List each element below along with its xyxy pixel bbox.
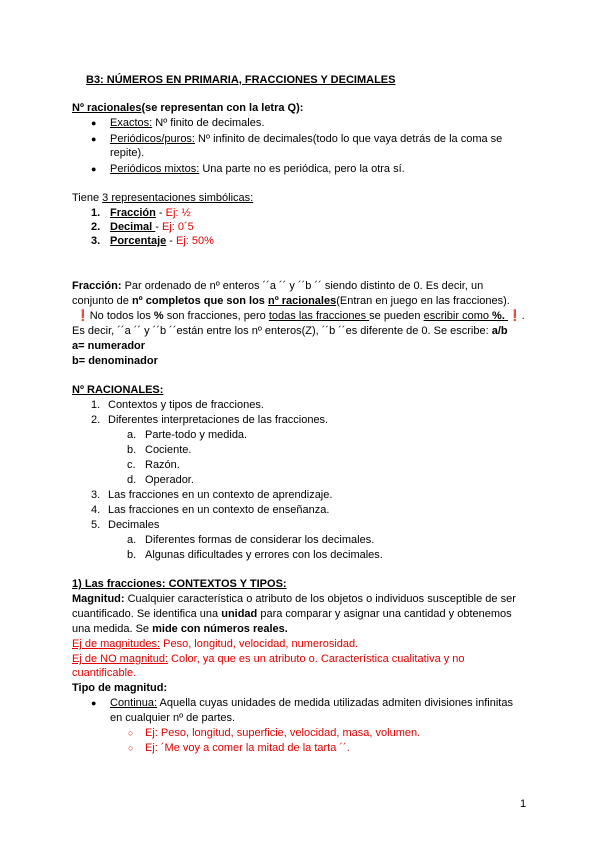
racionales-item-mixtos: Periódicos mixtos: Una parte no es periódica, pero la otra sí. <box>110 163 405 175</box>
circle-bullet-icon: ○ <box>128 743 134 753</box>
indice-item: Las fracciones en un contexto de enseñanza. <box>108 504 330 516</box>
document-title: B3: NÚMEROS EN PRIMARIA, FRACCIONES Y DECIMALES <box>86 74 396 86</box>
fraccion-numerador: a= numerador <box>72 340 146 352</box>
magnitud-line-3: una medida. Se mide con números reales. <box>72 623 288 635</box>
continua-line-2: en cualquier nº de partes. <box>110 712 236 724</box>
indice-item: Las fracciones en un contexto de aprendizaje. <box>108 489 333 501</box>
fraccion-line-1: Fracción: Par ordenado de nº enteros ´´a ´´ y ´´b ´´ siendo distinto de 0. Es decir, un <box>72 280 484 292</box>
seccion1-heading: 1) Las fracciones: CONTEXTOS Y TIPOS: <box>72 578 287 590</box>
indice-item: Contextos y tipos de fracciones. <box>108 399 264 411</box>
rep-num-1: 1. <box>91 207 101 219</box>
indice-subitem: Parte-todo y medida. <box>145 429 248 441</box>
indice-subitem: Operador. <box>145 474 194 486</box>
indice-subnum: b. <box>127 549 137 561</box>
fraccion-denominador: b= denominador <box>72 355 158 367</box>
rep-item-porcentaje: Porcentaje - Ej: 50% <box>110 235 214 247</box>
bullet-icon: ● <box>91 118 97 128</box>
indice-subnum: a. <box>127 534 137 546</box>
indice-item: Decimales <box>108 519 160 531</box>
indice-num: 2. <box>91 414 101 426</box>
continua-line-1: Continua: Aquella cuyas unidades de medida utilizadas admiten divisiones infinitas <box>110 697 513 709</box>
indice-num: 3. <box>91 489 101 501</box>
continua-ej-2: Ej: ´Me voy a comer la mitad de la tarta ´´. <box>145 742 350 754</box>
circle-bullet-icon: ○ <box>128 728 134 738</box>
indice-num: 1. <box>91 399 101 411</box>
continua-ej-1: Ej: Peso, longitud, superficie, velocidad, masa, volumen. <box>145 727 421 739</box>
exclamation-icon: ❗ <box>76 310 90 322</box>
indice-subitem: Razón. <box>145 459 180 471</box>
representaciones-intro: Tiene 3 representaciones simbólicas: <box>72 192 254 204</box>
fraccion-line-4: Es decir, ´´a ´´ y ´´b ´´están entre los nº enteros(Z), ´´b ´´es diferente de 0. Se escribe: a/b <box>72 325 508 337</box>
indice-subnum: d. <box>127 474 137 486</box>
indice-heading: Nº RACIONALES: <box>72 384 164 396</box>
page-number: 1 <box>520 798 527 810</box>
indice-subnum: b. <box>127 444 137 456</box>
ej-magnitudes: Ej de magnitudes: Peso, longitud, velocidad, numerosidad. <box>72 638 359 650</box>
racionales-heading: Nº racionales(se representan con la letra Q): <box>72 102 304 114</box>
indice-num: 5. <box>91 519 101 531</box>
fraccion-line-3: ❗No todos los % son fracciones, pero todas las fracciones se pueden escribir como %. ❗. <box>76 310 525 322</box>
magnitud-line-2: cuantificado. Se identifica una unidad para comparar y asignar una cantidad y obtenemos <box>72 608 512 620</box>
racionales-item-exactos: Exactos: Nº finito de decimales. <box>110 117 265 129</box>
exclamation-icon: ❗ <box>507 310 522 322</box>
indice-subnum: c. <box>127 459 136 471</box>
rep-num-3: 3. <box>91 235 101 247</box>
tipo-magnitud-heading: Tipo de magnitud: <box>72 682 168 694</box>
racionales-item-periodicos-cont: repite). <box>110 147 145 159</box>
indice-subitem: Algunas dificultades y errores con los decimales. <box>145 549 383 561</box>
magnitud-line-1: Magnitud: Cualquier característica o atributo de los objetos o individuos susceptible de ser <box>72 593 516 605</box>
bullet-icon: ● <box>91 134 97 144</box>
indice-subnum: a. <box>127 429 137 441</box>
bullet-icon: ● <box>91 164 97 174</box>
fraccion-line-2: conjunto de nº completos que son los nº racionales(Entran en juego en las fracciones). <box>72 295 510 307</box>
indice-subitem: Cociente. <box>145 444 192 456</box>
ej-no-magnitud: Ej de NO magnitud: Color, ya que es un atributo o. Característica cualitativa y no <box>72 653 465 665</box>
indice-num: 4. <box>91 504 101 516</box>
racionales-item-periodicos: Periódicos/puros: Nº infinito de decimales(todo lo que vaya detrás de la coma se <box>110 133 503 145</box>
indice-item: Diferentes interpretaciones de las fracciones. <box>108 414 329 426</box>
rep-item-decimal: Decimal - Ej: 0´5 <box>110 221 194 233</box>
rep-item-fraccion: Fracción - Ej: ½ <box>110 207 191 219</box>
ej-no-magnitud-cont: cuantificable. <box>72 667 137 679</box>
rep-num-2: 2. <box>91 221 101 233</box>
indice-subitem: Diferentes formas de considerar los decimales. <box>145 534 375 546</box>
bullet-icon: ● <box>91 698 97 708</box>
